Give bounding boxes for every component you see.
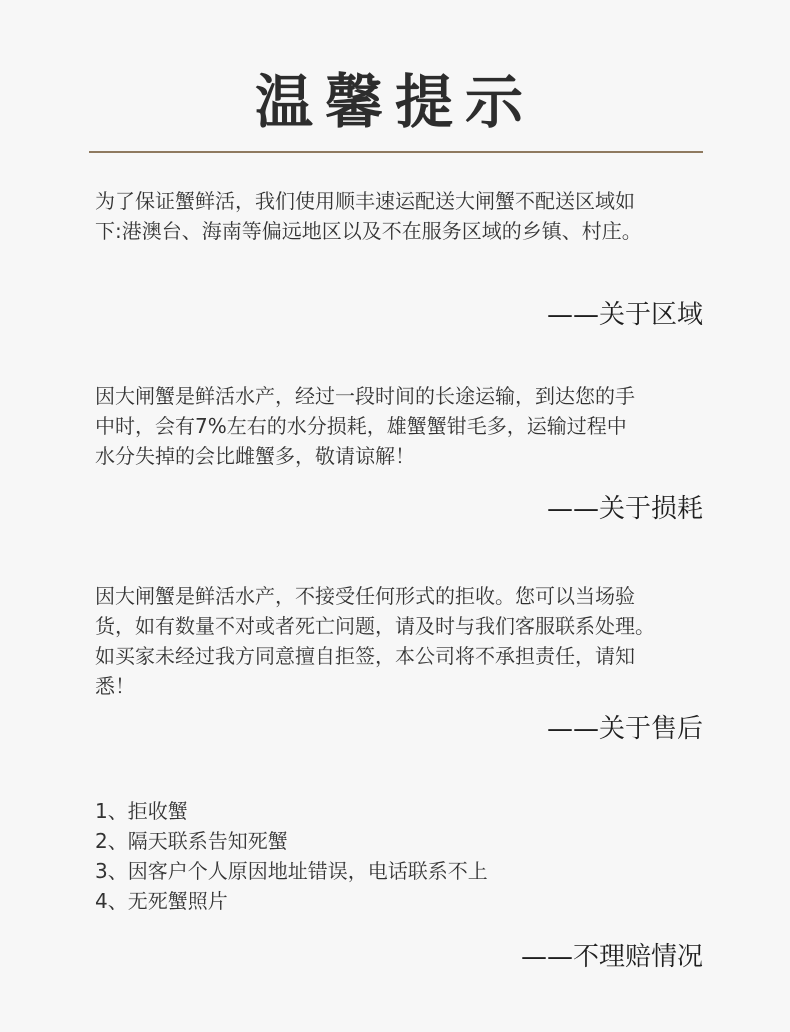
paragraph-line: 水分失掉的会比雌蟹多，敬请谅解！ bbox=[95, 444, 415, 468]
no-compensation-list bbox=[95, 796, 488, 916]
page-title: 温馨提示 bbox=[254, 68, 535, 136]
loss-signature: ——关于损耗 bbox=[546, 494, 703, 524]
paragraph-line: 中时，会有7%左右的水分损耗，雄蟹蟹钳毛多，运输过程中 bbox=[95, 414, 627, 438]
list-item: 2、隔天联系告知死蟹 bbox=[95, 829, 288, 853]
paragraph-line: 悉！ bbox=[95, 674, 135, 698]
paragraph-line: 下:港澳台、海南等偏远地区以及不在服务区域的乡镇、村庄。 bbox=[95, 219, 642, 243]
no-compensation-signature: ——不理赔情况 bbox=[520, 942, 703, 972]
paragraph-line: 如买家未经过我方同意擅自拒签，本公司将不承担责任，请知 bbox=[95, 644, 635, 668]
paragraph-line: 因大闸蟹是鲜活水产，不接受任何形式的拒收。您可以当场验 bbox=[95, 584, 635, 608]
loss-paragraph bbox=[95, 381, 715, 471]
aftersale-signature: ——关于售后 bbox=[546, 714, 703, 744]
paragraph-line: 为了保证蟹鲜活，我们使用顺丰速运配送大闸蟹不配送区域如 bbox=[95, 189, 635, 213]
list-item: 3、因客户个人原因地址错误，电话联系不上 bbox=[95, 859, 488, 883]
paragraph-line: 货，如有数量不对或者死亡问题，请及时与我们客服联系处理。 bbox=[95, 614, 655, 638]
title-divider bbox=[89, 151, 703, 153]
aftersale-paragraph bbox=[95, 581, 715, 701]
list-item: 4、无死蟹照片 bbox=[95, 889, 228, 913]
region-paragraph bbox=[95, 186, 715, 246]
region-signature: ——关于区域 bbox=[546, 300, 703, 330]
list-item: 1、拒收蟹 bbox=[95, 799, 188, 823]
paragraph-line: 因大闸蟹是鲜活水产，经过一段时间的长途运输，到达您的手 bbox=[95, 384, 635, 408]
